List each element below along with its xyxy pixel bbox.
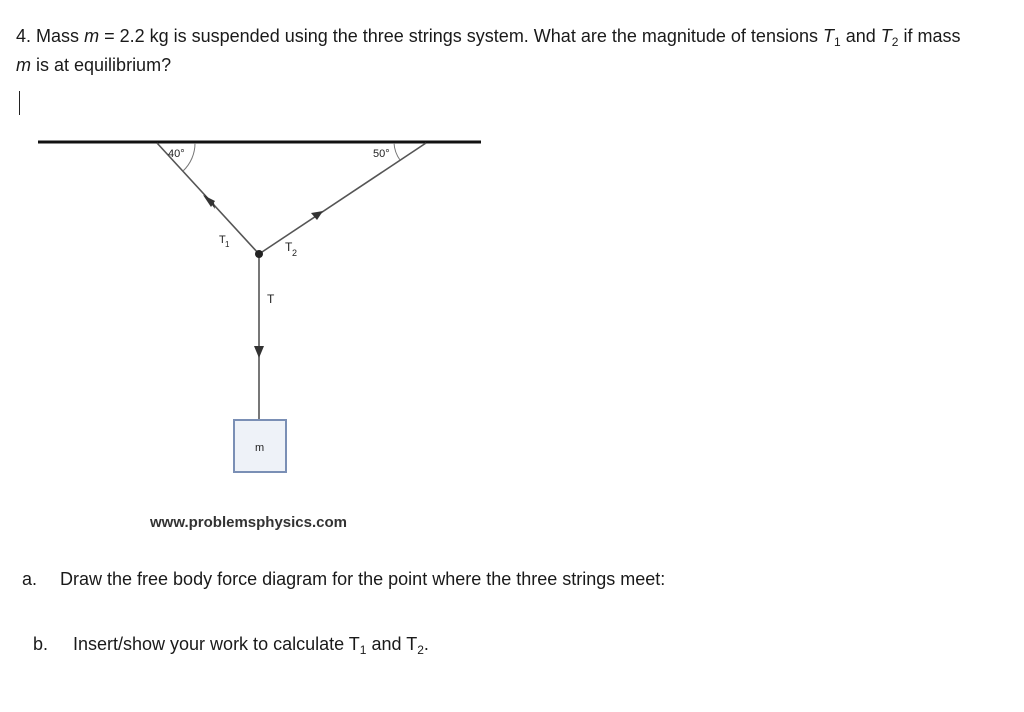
mass-label: m	[255, 442, 265, 454]
mass-symbol-2: m	[16, 55, 31, 75]
subscript-2: 2	[891, 35, 899, 49]
question-text-part3: if mass	[903, 26, 961, 46]
label-t1-sub: 1	[225, 240, 230, 249]
part-b-and: and T	[371, 634, 418, 654]
right-string	[259, 143, 426, 254]
angle-left-label: 40°	[168, 148, 185, 160]
part-b-end: .	[423, 634, 429, 654]
question-text-part1: Mass	[36, 26, 80, 46]
left-angle-arc	[183, 143, 195, 171]
label-t1: T	[219, 234, 226, 246]
part-a-text: Draw the free body force diagram for the point where the three strings meet:	[60, 569, 666, 589]
part-b-text-before: Insert/show your work to calculate T	[73, 634, 360, 654]
right-angle-arc	[394, 143, 400, 160]
watermark-url: www.problemsphysics.com	[150, 514, 347, 531]
arrow-t-head	[254, 346, 264, 358]
question-number: 4.	[16, 26, 32, 46]
part-a	[22, 567, 665, 591]
tension-symbol-t1: T	[823, 26, 834, 46]
part-b-sub1: 1	[359, 643, 367, 657]
mass-symbol: m	[84, 26, 100, 46]
part-b-letter: b.	[33, 634, 49, 654]
part-a-letter: a.	[22, 569, 38, 589]
part-b	[33, 632, 429, 656]
subscript-1: 1	[834, 35, 841, 49]
label-t: T	[267, 292, 275, 306]
and-word: and	[845, 26, 876, 46]
label-t2-sub: 2	[292, 248, 298, 258]
junction-point	[255, 250, 263, 258]
label-t2: T	[285, 240, 293, 254]
angle-right-label: 50°	[373, 148, 390, 160]
tension-symbol-t2: T	[880, 26, 892, 46]
question-text-part2: = 2.2 kg is suspended using the three strings system. What are the magnitude of tensions	[104, 26, 818, 46]
part-b-sub2: 2	[417, 643, 424, 657]
question-text-part4: is at equilibrium?	[36, 55, 172, 75]
